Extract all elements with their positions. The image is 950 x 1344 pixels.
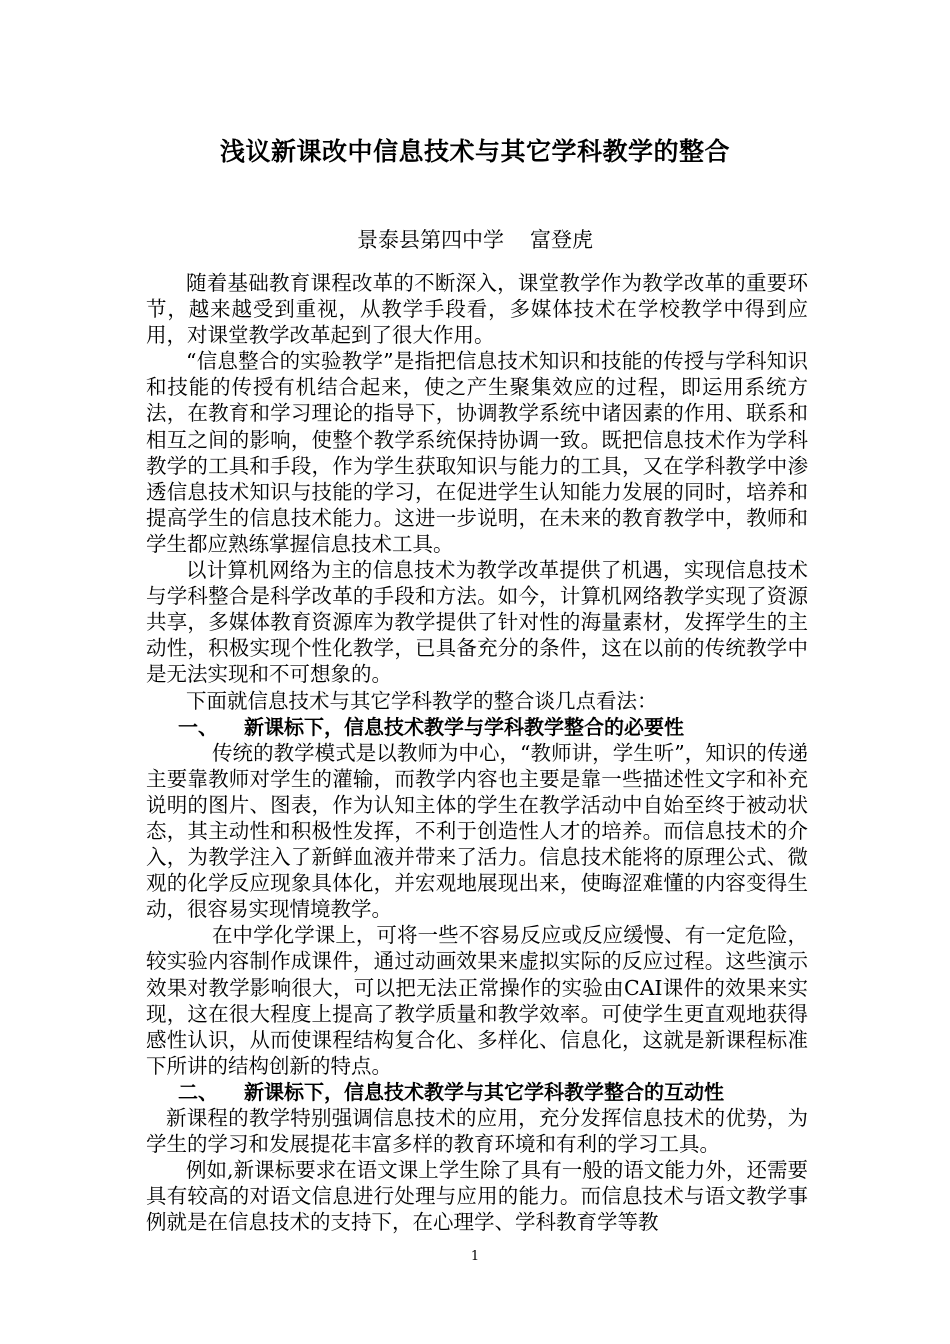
section-heading-1 <box>146 714 808 740</box>
paragraph: “信息整合的实验教学”是指把信息技术知识和技能的传授与学科知识和技能的传授有机结合起来，使之产生聚集效应的过程，即运用系统方法，在教育和学习理论的指导下，协调教学系统中诸因素的作用、联系和相互之间的影响，使整个教学系统保持协调一致。既把信息技术作为学科教学的工具和手段，作为学生获取知识与能力的工具，又在学科教学中渗透信息技术知识与技能的学习，在促进学生认知能力发展的同时，培养和提高学生的信息技术能力。这进一步说明，在未来的教育教学中，教师和学生都应熟练掌握信息技术工具。 <box>146 349 808 556</box>
author-line <box>0 224 950 254</box>
author-name: 富登虎 <box>530 228 593 252</box>
section-heading-text: 新课标下，信息技术教学与其它学科教学整合的互动性 <box>244 1079 724 1104</box>
section-number: 二、 <box>178 1079 218 1104</box>
section-heading-text: 新课标下，信息技术教学与学科教学整合的必要性 <box>244 714 684 739</box>
author-school: 景泰县第四中学 <box>357 228 504 252</box>
paragraph: 在中学化学课上，可将一些不容易反应或反应缓慢、有一定危险，较实验内容制作成课件，通过动画效果来虚拟实际的反应过程。这些演示效果对教学影响很大，可以把无法正常操作的实验由CAI课件的效果来实现，这在很大程度上提高了教学质量和教学效率。可使学生更直观地获得感性认识，从而使课程结构复合化、多样化、信息化，这就是新课程标准下所讲的结构创新的特点。 <box>146 923 808 1078</box>
paragraph: 新课程的教学特别强调信息技术的应用，充分发挥信息技术的优势，为学生的学习和发展提花丰富多样的教育环境和有利的学习工具。 <box>146 1106 808 1157</box>
paragraph: 随着基础教育课程改革的不断深入，课堂教学作为教学改革的重要环节，越来越受到重视，从教学手段看，多媒体技术在学校教学中得到应用，对课堂教学改革起到了很大作用。 <box>146 271 808 348</box>
document-title: 浅议新课改中信息技术与其它学科教学的整合 <box>219 137 730 166</box>
page-number: 1 <box>470 1249 480 1264</box>
section-number: 一、 <box>178 714 218 739</box>
paragraph: 传统的教学模式是以教师为中心，“教师讲，学生听”，知识的传递主要靠教师对学生的灌输，而教学内容也主要是靠一些描述性文字和补充说明的图片、图表，作为认知主体的学生在教学活动中自始至终于被动状态，其主动性和积极性发挥，不利于创造性人才的培养。而信息技术的介入，为教学注入了新鲜血液并带来了活力。信息技术能将的原理公式、微观的化学反应现象具体化，并宏观地展现出来，使晦涩难懂的内容变得生动，很容易实现情境教学。 <box>146 740 808 922</box>
paragraph: 以计算机网络为主的信息技术为教学改革提供了机遇，实现信息技术与学科整合是科学改革的手段和方法。如今，计算机网络教学实现了资源共享，多媒体教育资源库为教学提供了针对性的海量素材，发挥学生的主动性，积极实现个性化教学，已具备充分的条件，这在以前的传统教学中是无法实现和不可想象的。 <box>146 558 808 687</box>
document-body <box>146 270 808 1235</box>
section-heading-2 <box>146 1079 808 1105</box>
paragraph: 下面就信息技术与其它学科教学的整合谈几点看法： <box>186 688 658 713</box>
paragraph: 例如,新课标要求在语文课上学生除了具有一般的语文能力外，还需要具有较高的对语文信息进行处理与应用的能力。而信息技术与语文教学事例就是在信息技术的支持下，在心理学、学科教育学等教 <box>146 1158 808 1235</box>
